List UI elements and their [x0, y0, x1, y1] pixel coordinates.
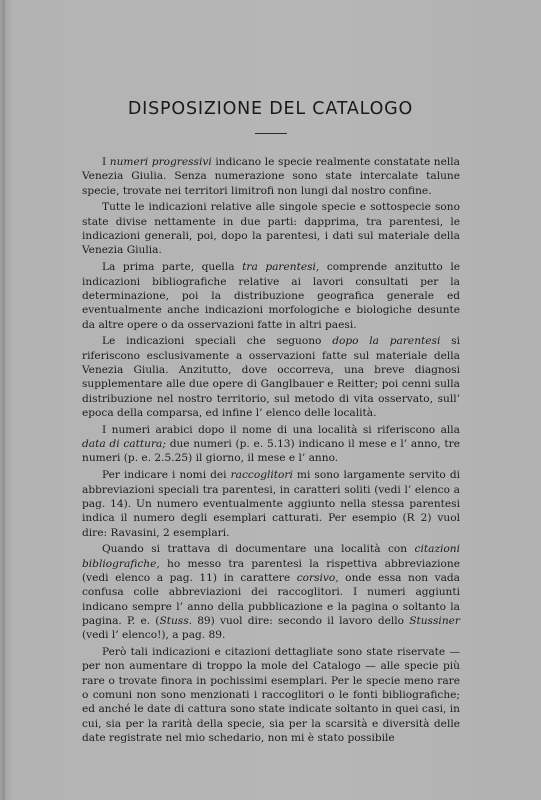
text-run: Per indicare i nomi dei [102, 469, 231, 482]
italic-text: tra parentesi, [242, 261, 320, 274]
italic-text: Stuss. [159, 615, 193, 627]
text-run: I numeri arabici dopo il nome di una località si riferiscono alla [102, 423, 460, 436]
italic-text: corsivo, [296, 571, 339, 584]
paragraph [82, 200, 460, 257]
text-run: si riferiscono esclusivamente a osservazioni fatte sul materiale della Venezia Giulia. Anzitutto, dove occorreva, una breve diagnosi supplementare alle due opere di Ganglbauer e Reitter; poi cenni sulla distribuzione nel nostro territorio, sul metodo di vita osservato, sull’ epoca della comparsa, ed infine l’ elenco delle località. [82, 335, 460, 420]
text-run: due numeri (p. e. 5.13) indicano il mese e l’ anno, tre numeri (p. e. 2.5.25) il giorno, il mese e l’ anno. [82, 438, 460, 465]
text-run: La prima parte, quella [102, 261, 243, 274]
paragraph [82, 260, 460, 332]
paragraph [82, 334, 460, 420]
paragraph [82, 155, 460, 198]
italic-text: citazioni bibliografiche, [82, 543, 460, 570]
text-run: I [102, 156, 110, 168]
paragraph [82, 542, 460, 642]
text-run: indicano le specie realmente constatate nella Venezia Giulia. Senza numerazione sono state intercalate talune specie, trovate nei territori limitrofi non lungi dal nostro confine. [82, 156, 460, 197]
paragraph [82, 468, 460, 540]
italic-text: Stussiner [409, 615, 460, 627]
body-text [82, 155, 460, 748]
italic-text: numeri progressivi [109, 156, 212, 168]
italic-text: data di cattura; [82, 438, 166, 451]
italic-text: dopo la parentesi [332, 335, 441, 348]
text-run: Quando si trattava di documentare una località con [102, 543, 415, 556]
text-run: (vedi l’ elenco!), a pag. 89. [82, 629, 226, 642]
paragraph [82, 645, 460, 745]
italic-text: raccoglitori [230, 469, 293, 482]
text-run: comprende anzitutto le indicazioni bibliografiche relative ai lavori consultati per la determinazione, poi la distribuzione geografica generale ed eventualmente anche indicazioni morfologiche e biologiche desunte da altre opere o da osservazioni fatte in altri paesi. [82, 261, 461, 331]
title-rule [255, 133, 287, 134]
text-run: 89) vuol dire: secondo il lavoro dello [192, 615, 410, 627]
text-run: Le indicazioni speciali che seguono [102, 335, 333, 348]
page-title: DISPOSIZIONE DEL CATALOGO [127, 99, 414, 119]
text-run: ho messo tra parentesi la rispettiva abbreviazione (vedi elenco a pag. 11) in carattere [82, 557, 460, 584]
text-run: Però tali indicazioni e citazioni dettagliate sono state riservate — per non aumentare di troppo la mole del Catalogo — alle specie più rare o trovate finora in pochissimi esemplari. Per le specie meno rare o comuni non sono menzionati i raccoglitori o le fonti bibliografiche; ed anché le date di cattura sono state indicate soltanto in quei casi, in cui, sia per la rarità della specie, sia per la scarsità e diversità delle date registrate nel mio schedario, non mi è stato possibile [82, 646, 460, 745]
paragraph [82, 423, 460, 466]
page-binding-edge [2, 0, 5, 800]
text-run: Tutte le indicazioni relative alle singole specie e sottospecie sono state divise nettamente in due parti: dapprima, tra parentesi, le indicazioni generali, poi, dopo la parentesi, i dati sul materiale della Venezia Giulia. [82, 201, 460, 257]
text-run: mi sono largamente servito di abbreviazioni speciali tra parentesi, in caratteri soliti (vedi l’ elenco a pag. 14). Un numero eventualmente aggiunto nella stessa parentesi indica il numero degli esemplari catturati. Per esempio (R 2) vuol dire: Ravasini, 2 esemplari. [82, 469, 461, 539]
text-run: onde essa non vada confusa colle abbreviazioni dei raccoglitori. I numeri aggiunti indicano sempre l’ anno della pubblicazione e la pagina o soltanto la pagina. P. e. ( [82, 571, 460, 627]
